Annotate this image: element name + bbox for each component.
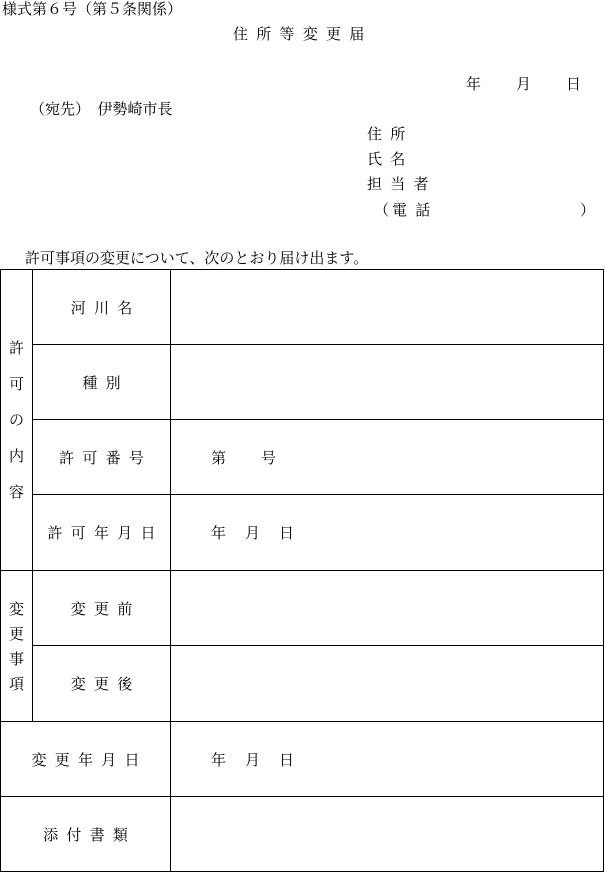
permit-date-field[interactable]: 年 月 日 bbox=[171, 495, 604, 571]
date-month: 月 bbox=[516, 75, 532, 93]
permit-number-label: 許可番号 bbox=[33, 420, 171, 495]
category-field[interactable] bbox=[171, 345, 604, 420]
page-title: 住所等変更届 bbox=[233, 25, 373, 43]
intro-text: 許可事項の変更について、次のとおり届け出ます。 bbox=[25, 249, 369, 267]
change-date-field[interactable]: 年 月 日 bbox=[171, 722, 604, 797]
table-row bbox=[1, 722, 604, 797]
addressee: （宛先） 伊勢崎市長 bbox=[30, 100, 173, 118]
phone-close-paren: ） bbox=[580, 201, 596, 219]
applicant-name-label: 氏名 bbox=[367, 150, 414, 168]
change-items-header: 変 更 事 項 bbox=[1, 571, 33, 722]
table-row bbox=[1, 646, 604, 722]
phone-label: 電話 bbox=[392, 201, 439, 219]
before-change-field[interactable] bbox=[171, 571, 604, 646]
date-year: 年 bbox=[466, 75, 482, 93]
table-row bbox=[1, 797, 604, 872]
phone-open-paren: （ bbox=[374, 201, 390, 219]
after-change-field[interactable] bbox=[171, 646, 604, 722]
form-number: 様式第６号（第５条関係） bbox=[2, 0, 183, 18]
applicant-contact-label: 担当者 bbox=[367, 175, 437, 193]
table-row bbox=[1, 571, 604, 646]
attachments-field[interactable] bbox=[171, 797, 604, 872]
table-row bbox=[1, 495, 604, 571]
permit-content-header: 許 可 の 内 容 bbox=[1, 270, 33, 571]
after-change-label: 変更後 bbox=[33, 646, 171, 722]
change-form-table bbox=[0, 269, 604, 872]
permit-number-field[interactable]: 第 号 bbox=[171, 420, 604, 495]
date-day: 日 bbox=[566, 75, 582, 93]
table-row bbox=[1, 345, 604, 420]
river-name-label: 河川名 bbox=[33, 270, 171, 345]
attachments-label: 添付書類 bbox=[1, 797, 171, 872]
applicant-address-label: 住所 bbox=[367, 125, 414, 143]
permit-date-label: 許可年月日 bbox=[33, 495, 171, 571]
table-row bbox=[1, 270, 604, 345]
river-name-field[interactable] bbox=[171, 270, 604, 345]
change-date-label: 変更年月日 bbox=[1, 722, 171, 797]
category-label: 種別 bbox=[33, 345, 171, 420]
before-change-label: 変更前 bbox=[33, 571, 171, 646]
table-row bbox=[1, 420, 604, 495]
